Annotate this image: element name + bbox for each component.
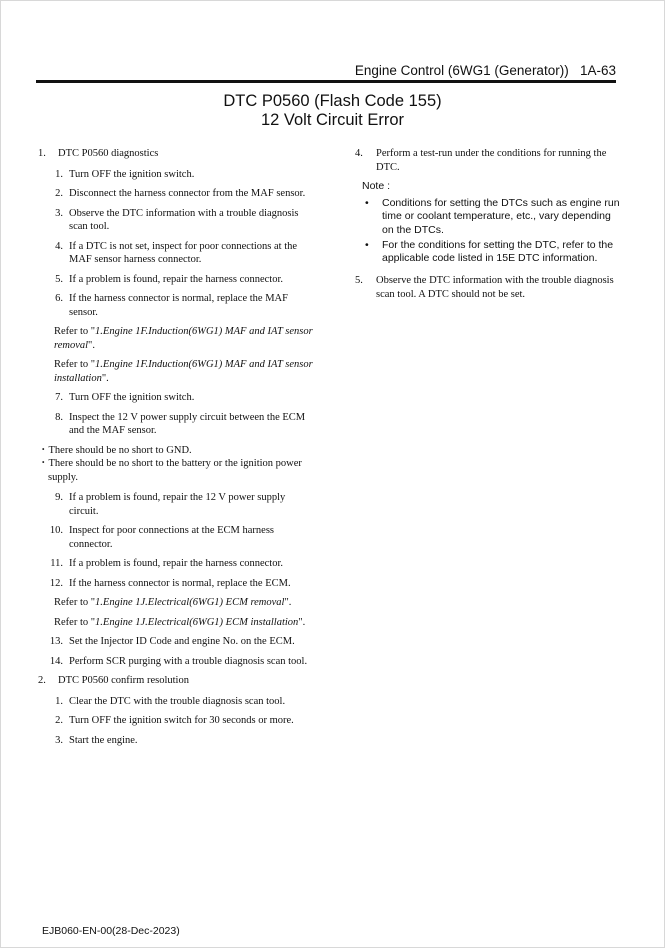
- step: 11. If a problem is found, repair the harness connector.: [50, 558, 284, 569]
- document-code: EJB060-EN-00(28-Dec-2023): [42, 925, 180, 937]
- section-heading: 1. DTC P0560 diagnostics: [38, 148, 159, 159]
- step: 5. Observe the DTC information with the trouble diagnosis scan tool. A DTC should not be set.: [355, 275, 614, 300]
- step: 9. If a problem is found, repair the 12 V power supply circuit.: [55, 492, 286, 517]
- reference: Refer to "1.Engine 1F.Induction(6WG1) MAF and IAT sensor removal".: [54, 326, 313, 351]
- step: 10. Inspect for poor connections at the ECM harness connector.: [49, 525, 274, 550]
- step: 12. If the harness connector is normal, replace the ECM.: [49, 577, 291, 589]
- check-item: ・There should be no short to the battery or the ignition power supply.: [38, 458, 302, 483]
- step: 6. If the harness connector is normal, replace the MAF sensor.: [55, 293, 288, 318]
- note-item: • Conditions for setting the DTCs such as engine run time or coolant temperature, etc., vary depending on the DTCs.: [365, 196, 620, 236]
- bullet-icon: •: [365, 238, 369, 251]
- section-title: Engine Control (6WG1 (Generator)): [354, 63, 569, 78]
- step: 3. Start the engine.: [55, 734, 138, 746]
- step: 2. Turn OFF the ignition switch for 30 seconds or more.: [55, 715, 294, 726]
- reference-link[interactable]: 1.Engine 1F.Induction(6WG1) MAF and IAT sensor removal: [54, 326, 313, 351]
- step: 5. If a problem is found, repair the harness connector.: [55, 273, 284, 285]
- step: 1. Clear the DTC with the trouble diagnosis scan tool.: [55, 695, 286, 707]
- step: 1. Turn OFF the ignition switch.: [55, 168, 195, 180]
- reference: Refer to "1.Engine 1J.Electrical(6WG1) ECM installation".: [54, 616, 306, 628]
- note-item: • For the conditions for setting the DTC, refer to the applicable code listed in 15E DTC information.: [365, 238, 614, 265]
- step: 4. If a DTC is not set, inspect for poor connections at the MAF sensor harness connector.: [55, 240, 298, 265]
- reference-link[interactable]: 1.Engine 1J.Electrical(6WG1) ECM installation: [95, 616, 299, 628]
- step: 2. Disconnect the harness connector from the MAF sensor.: [55, 188, 306, 199]
- step: 8. Inspect the 12 V power supply circuit between the ECM and the MAF sensor.: [55, 411, 306, 436]
- step: 4. Perform a test-run under the conditions for running the DTC.: [355, 148, 607, 173]
- page-number: 1A-63: [579, 63, 616, 78]
- reference-link[interactable]: 1.Engine 1J.Electrical(6WG1) ECM removal: [95, 597, 285, 608]
- reference: Refer to "1.Engine 1J.Electrical(6WG1) ECM removal".: [54, 597, 292, 608]
- note-label: Note :: [362, 180, 391, 192]
- reference-link[interactable]: 1.Engine 1F.Induction(6WG1) MAF and IAT sensor installation: [54, 359, 313, 384]
- header-rule: [36, 80, 616, 83]
- page-title: [0, 92, 665, 130]
- running-header: [355, 63, 616, 78]
- step: 14. Perform SCR purging with a trouble diagnosis scan tool.: [49, 655, 308, 667]
- step: 7. Turn OFF the ignition switch.: [55, 392, 195, 403]
- step: 3. Observe the DTC information with a trouble diagnosis scan tool.: [55, 207, 299, 232]
- title-line-1: DTC P0560 (Flash Code 155): [223, 92, 442, 110]
- reference: Refer to "1.Engine 1F.Induction(6WG1) MAF and IAT sensor installation".: [54, 359, 313, 384]
- check-list: [38, 444, 314, 485]
- bullet-icon: •: [365, 196, 369, 209]
- title-line-2: 12 Volt Circuit Error: [260, 111, 405, 129]
- check-item: ・There should be no short to GND.: [38, 444, 192, 456]
- left-column: [38, 147, 314, 753]
- section-heading: 2. DTC P0560 confirm resolution: [38, 675, 189, 686]
- step: 13. Set the Injector ID Code and engine No. on the ECM.: [49, 636, 295, 647]
- right-column: [355, 147, 620, 307]
